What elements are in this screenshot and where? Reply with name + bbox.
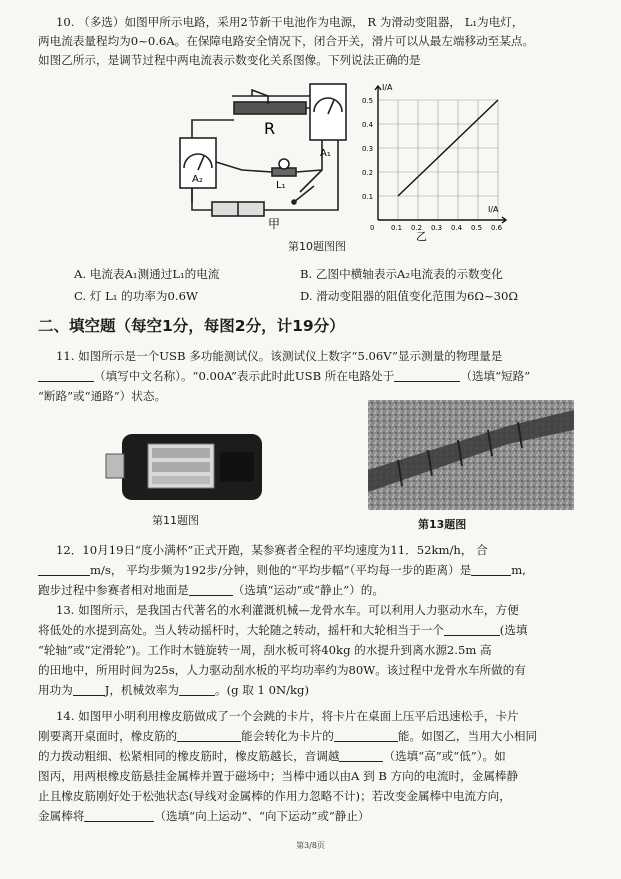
q12-blank-3[interactable] — [189, 583, 233, 596]
q11-blank-1[interactable] — [38, 369, 94, 382]
q12-line-2-text: m/s， 平均步频为192步/分钟，则他的“平均步幅”（平均每一步的距离）是 — [90, 563, 472, 577]
q14-line-2-tail: 能。如图乙，当用大小相同 — [397, 729, 538, 743]
q13-line-2 — [38, 622, 586, 638]
q10-option-d[interactable]: D. 滑动变阻器的阻值变化范围为6Ω~30Ω — [300, 289, 519, 303]
a2-label: A₂ — [192, 174, 203, 185]
rheostat-label: R — [264, 119, 276, 138]
q14-blank-1[interactable] — [177, 729, 241, 742]
q14-line-2-mid: 能会转化为卡片的 — [241, 729, 334, 743]
q13-line-4: 的田地中，所用时间为25s，人力驱动刮水板的平均功率约为80W。该过程中龙骨水车所做的有 — [38, 663, 526, 677]
q10-option-a[interactable]: A. 电流表A₁测通过L₁的电流 — [74, 267, 220, 281]
q13-line-5-tail: 。(g 取 1 0N/kg) — [215, 683, 309, 697]
q13-line-1: 13. 如图所示，是我国古代著名的水利灌溉机械—龙骨水车。可以利用人力驱动水车，方便 — [56, 603, 519, 617]
x-tick-label: 0.2 — [411, 224, 423, 232]
q13-figure-caption: 第13题图 — [418, 518, 467, 531]
x-tick-label: 0.4 — [451, 224, 463, 232]
page-number: 第3/8页 — [296, 841, 325, 850]
q11-line-2-text: （填写中文名称）。“0.00A”表示此时此USB 所在电路处于 — [94, 369, 395, 383]
l1-label: L₁ — [276, 180, 286, 191]
q14-line-5: 止且橡皮筋刚好处于松弛状态(导线对金属棒的作用力忽略不计)；若改变金属棒中电流方向， — [38, 789, 511, 803]
y-tick-label: 0.4 — [362, 121, 374, 129]
q12-blank-1[interactable] — [38, 563, 90, 576]
circuit-name-label: 甲 — [268, 217, 281, 231]
q13-blank-3[interactable] — [179, 683, 215, 696]
y-tick-label: 0.5 — [362, 97, 374, 105]
q14-line-4: 图丙，用两根橡皮筋悬挂金属棒并置于磁场中；当棒中通以由A 到 B 方向的电流时，金属棒静 — [38, 769, 519, 783]
q12-line-3 — [38, 582, 586, 598]
q10-figure-caption: 第10题图图 — [288, 240, 346, 253]
circuit-diagram — [172, 82, 352, 232]
q12-line-2 — [38, 562, 586, 578]
x-tick-label: 0.1 — [391, 224, 403, 232]
y-tick-label: 0.3 — [362, 145, 374, 153]
y-axis-label: I/A — [382, 83, 393, 92]
q14-blank-2[interactable] — [334, 729, 398, 742]
graph-origin-label: 0 — [370, 224, 375, 232]
y-tick-label: 0.1 — [362, 193, 374, 201]
y-tick-label: 0.2 — [362, 169, 374, 177]
a1-label: A₁ — [320, 148, 331, 159]
graph-name-label: 乙 — [416, 230, 427, 242]
q12-line-2-tail: m, — [511, 563, 526, 577]
x-tick-label: 0.6 — [491, 224, 503, 232]
q13-line-5-text: 用功为 — [38, 683, 73, 697]
q14-line-2 — [38, 728, 586, 744]
q13-line-5 — [38, 682, 586, 698]
q14-line-3 — [38, 748, 586, 764]
q11-line-2 — [38, 368, 586, 384]
q12-line-1: 12．10月19日“度小满杯”正式开跑，某参赛者全程的平均速度为11．52km/h， 合 — [56, 543, 488, 557]
q12-line-3-tail: （选填“运动”或“静止”）的。 — [232, 583, 384, 597]
q14-line-6-text: 金属棒将 — [38, 809, 85, 823]
q10-line-2: 两电流表量程均为0~0.6A。在保障电路安全情况下，闭合开关，滑片可以从最左端移动至某点。 — [38, 34, 535, 48]
q13-line-3: “轮轴”或“定滑轮”)。工作时木链旋转一周，刮水板可将40kg 的水提升到离水源2.5m 高 — [38, 643, 492, 657]
q14-line-6 — [38, 808, 586, 824]
q11-figure-caption: 第11题图 — [152, 514, 199, 527]
q14-line-6-tail: （选填“向上运动”、“向下运动”或“静止） — [154, 809, 370, 823]
q13-blank-2[interactable] — [73, 683, 105, 696]
q14-line-3-tail: （选填“高”或“低”）。如 — [383, 749, 506, 763]
usb-tester-image — [100, 428, 270, 506]
x-axis-label: I/A — [488, 205, 499, 214]
q13-line-2-tail: (选填 — [499, 623, 528, 637]
q10-option-b[interactable]: B. 乙图中横轴表示A₂电流表的示数变化 — [300, 267, 503, 281]
q10-line-1: 10. （多选）如图甲所示电路，采用2节新干电池作为电源， R 为滑动变阻器， L₁为电灯， — [56, 15, 524, 29]
q13-line-5-mid: J，机械效率为 — [104, 683, 180, 697]
q14-line-3-text: 的力拨动粗细、松紧相同的橡皮筋时，橡皮筋越长，音调越 — [38, 749, 340, 763]
q11-line-1: 11. 如图所示是一个USB 多功能测试仪。该测试仪上数字“5.06V”显示测量的物理量是 — [56, 349, 503, 363]
q13-line-2-text: 将低处的水提到高处。当人转动摇杆时，大轮随之转动，摇杆和大轮相当于一个 — [38, 623, 444, 637]
current-graph — [360, 80, 510, 242]
section-2-title: 二、填空题（每空1分，每图2分，计19分） — [38, 317, 345, 335]
q12-blank-2[interactable] — [471, 563, 511, 576]
q14-blank-3[interactable] — [339, 749, 383, 762]
q10-option-c[interactable]: C. 灯 L₁ 的功率为0.6W — [74, 289, 198, 303]
q11-line-3: “断路”或“通路”）状态。 — [38, 389, 167, 403]
water-wheel-image — [368, 400, 574, 510]
q11-line-2-tail: （选填“短路” — [460, 369, 531, 383]
q12-line-3-text: 跑步过程中参赛者相对地面是 — [38, 583, 189, 597]
q11-blank-2[interactable] — [394, 369, 460, 382]
x-tick-label: 0.5 — [471, 224, 483, 232]
q10-line-3: 如图乙所示，是调节过程中两电流表示数变化关系图像。下列说法正确的是 — [38, 53, 421, 67]
q14-line-1: 14. 如图甲小明利用橡皮筋做成了一个会跳的卡片，将卡片在桌面上压平后迅速松手，卡片 — [56, 709, 519, 723]
q14-line-2-text: 刚要离开桌面时，橡皮筋的 — [38, 729, 178, 743]
q13-blank-1[interactable] — [444, 623, 500, 636]
q14-blank-4[interactable] — [84, 809, 154, 822]
x-tick-label: 0.3 — [431, 224, 443, 232]
